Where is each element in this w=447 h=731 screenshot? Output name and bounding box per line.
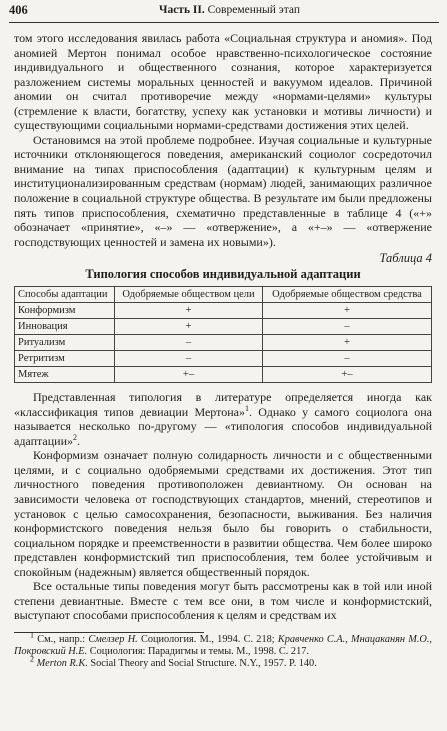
table-cell-type: Мятеж	[15, 367, 115, 383]
table-cell-means: –	[263, 351, 432, 367]
footnote-1-source-2: Социология: Парадигмы и темы. М., 1998. С. 217.	[87, 646, 309, 658]
table-title: Типология способов индивидуальной адаптации	[85, 267, 361, 282]
footnote-1-author-1: Смелзер Н.	[88, 634, 138, 645]
table-row	[15, 335, 432, 351]
paragraph-2: Остановимся на этой проблеме подробнее. Изучая социальные и культурные источники отклоняющегося поведения, американский социолог сосредоточил внимание на типах приспособления (адаптации) к культурным целям и институционализированным средствам (нормам) людей, занимающих различное положение в социальной структуре общества. В результате им были предложены пять типов приспособления, схематично представленные в таблице 4 («+» обозначает «принятие», «–» — «отвержение», а «+–» — «отвержение господствующих ценностей и замена их новыми»).	[14, 132, 432, 249]
footnote-2-author: Merton R.K.	[36, 658, 88, 670]
table-cell-means: +	[263, 303, 432, 319]
main-text	[14, 31, 432, 623]
footnote-1-text: См., напр.:	[34, 634, 89, 645]
table-row	[15, 303, 432, 319]
running-section: Современный этап	[207, 4, 300, 16]
footnote-mark-2: 2	[30, 654, 34, 664]
paragraph-3-part-c: .	[77, 433, 81, 448]
footnote-ref-2: 2	[73, 432, 78, 442]
table-cell-means: –	[263, 319, 432, 335]
paragraph-4: Конформизм означает полную солидарность личности и с общественными целями, и с социально одобряемыми средствами их достижения. Этот тип личностного поведения противоположен девиантному. Он основан на зависимости человека от господствующих стандартов, мнений, стереотипов и установок с целью самосохранения, безопасности, выживания. Без наличия конформистского поведения нельзя было бы говорить о стабильности, социальном порядке и преемственности в развитии общества. Чем более широко представлен конформистский тип приспособления, тем более устойчивым и спокойным (надежным) является общественный порядок.	[14, 448, 432, 579]
table-cell-goals: +	[115, 319, 263, 335]
table-cell-type: Ритуализм	[15, 335, 115, 351]
paragraph-3	[14, 390, 432, 448]
footnote-rule	[14, 632, 204, 633]
paragraph-1: том этого исследования явилась работа «Социальная структура и аномия». Под аномией Мертон понимал особое нравственно-психологическое состояние индивидуального и общественного сознания, которое характеризуется разложением системы моральных ценностей и вакуумом идеалов. Причиной аномии он считал противоречие между «нормами-целями» культуры (стремление к власти, богатству, успеху как установки и мотивы личности) и существующими социальными нормами-средствами достижения этих целей.	[14, 31, 432, 133]
page-number: 406	[9, 3, 28, 17]
table-cell-type: Ретритизм	[15, 351, 115, 367]
table-cell-type: Инновация	[15, 319, 115, 335]
page-header	[9, 2, 439, 23]
table-cell-goals: –	[115, 335, 263, 351]
paragraph-3-part-b: . Однако у самого социолога она называется несколько по-другому — «типология способов индивидуальной адаптации»	[14, 404, 432, 448]
footnote-ref-1: 1	[244, 403, 249, 413]
table-caption: Таблица 4	[379, 251, 432, 266]
table-row	[15, 351, 432, 367]
paragraph-3-part-a: Представленная типология в литературе определяется иногда как «классификация типов девиации Мертона»	[14, 390, 432, 419]
table-row	[15, 367, 432, 383]
table-cell-means: +–	[263, 367, 432, 383]
footnote-1	[14, 630, 432, 658]
footnote-mark-1: 1	[30, 630, 34, 640]
footnote-2-source: Social Theory and Social Structure. N.Y., 1957. P. 140.	[87, 658, 317, 670]
footnote-1-author-2: Кравченко С.А., Мнацаканян М.О., Покровский Н.Е.	[14, 634, 432, 658]
table-cell-goals: +	[115, 303, 263, 319]
table-cell-goals: +–	[115, 367, 263, 383]
running-title	[159, 4, 300, 16]
table-header-cell: Одобряемые обществом средства	[263, 287, 432, 303]
table-cell-type: Конформизм	[15, 303, 115, 319]
paragraph-5: Все остальные типы поведения могут быть рассмотрены как в той или иной степени девиантные. Вместе с тем все они, в том числе и конформистский, выступают способами приспособления к целям и средствам их	[14, 579, 432, 623]
table-header-row	[15, 287, 432, 303]
table-cell-means: +	[263, 335, 432, 351]
footnote-1-source-1: Социология. М., 1994. С. 218;	[137, 634, 278, 645]
adaptation-table	[14, 286, 432, 383]
table-cell-goals: –	[115, 351, 263, 367]
footnote-2	[14, 654, 432, 670]
running-part: Часть II.	[159, 4, 205, 16]
table-header-cell: Способы адаптации	[15, 287, 115, 303]
footnotes	[14, 630, 432, 671]
table-header-cell: Одобряемые обществом цели	[115, 287, 263, 303]
table-row	[15, 319, 432, 335]
